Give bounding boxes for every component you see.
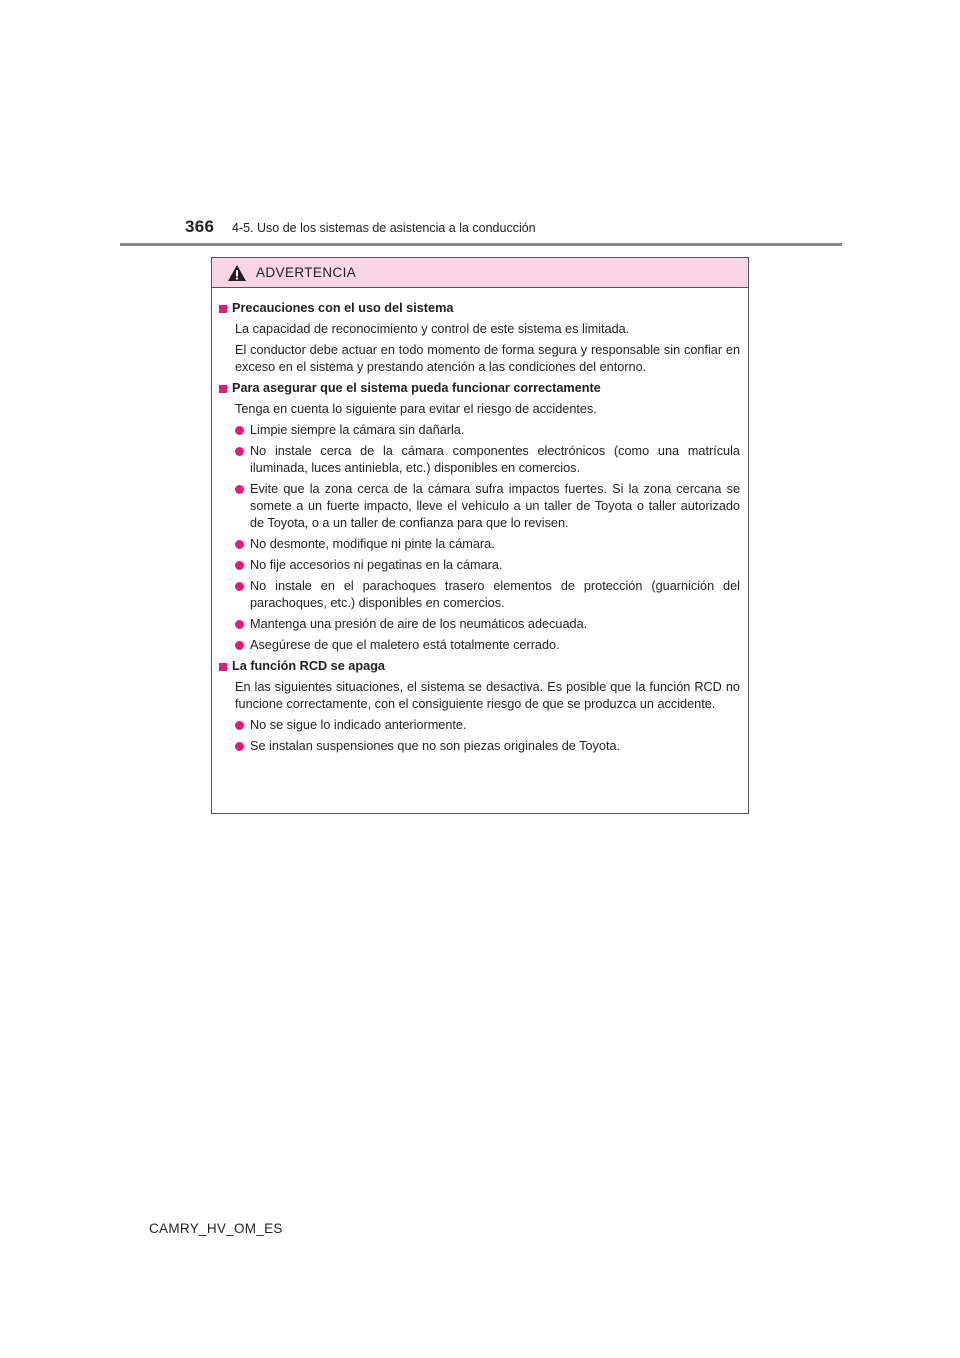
circle-bullet-icon (235, 540, 244, 549)
warning-title: ADVERTENCIA (256, 265, 357, 280)
circle-bullet-icon (235, 561, 244, 570)
paragraph: La capacidad de reconocimiento y control de este sistema es limitada. (235, 322, 630, 336)
list-item (219, 616, 740, 633)
topic-heading (219, 658, 740, 675)
list-item (219, 717, 740, 734)
list-item-text: No se sigue lo indicado anteriormente. (250, 718, 467, 732)
list-item-text: Mantenga una presión de aire de los neumáticos adecuada. (250, 617, 588, 631)
section-title: 4-5. Uso de los sistemas de asistencia a la conducción (232, 221, 536, 235)
list-item-text: No fije accesorios ni pegatinas en la cámara. (250, 558, 503, 572)
circle-bullet-icon (235, 742, 244, 751)
list-item (219, 422, 740, 439)
circle-bullet-icon (235, 447, 244, 456)
square-bullet-icon (219, 305, 227, 313)
circle-bullet-icon (235, 721, 244, 730)
warning-body (212, 288, 748, 755)
list-item (219, 557, 740, 574)
paragraph: El conductor debe actuar en todo momento de forma segura y responsable sin confiar en exceso en el sistema y prestando atención a las condiciones del entorno. (235, 343, 740, 374)
list-item-text: Se instalan suspensiones que no son piezas originales de Toyota. (250, 739, 621, 753)
list-item (219, 443, 740, 477)
warning-triangle-icon (227, 264, 247, 282)
square-bullet-icon (219, 385, 227, 393)
topic-heading-text: Precauciones con el uso del sistema (232, 301, 454, 315)
topic-heading-text: Para asegurar que el sistema pueda funcionar correctamente (232, 381, 601, 395)
warning-header (212, 258, 748, 288)
topic-heading-text: La función RCD se apaga (232, 659, 385, 673)
topic-heading (219, 380, 740, 397)
list-item (219, 536, 740, 553)
list-item (219, 637, 740, 654)
list-item-text: No desmonte, modifique ni pinte la cámara. (250, 537, 495, 551)
list-item-text: No instale cerca de la cámara componentes electrónicos (como una matrícula iluminada, luces antiniebla, etc.) disponibles en comercios. (250, 444, 740, 475)
list-item-text: Limpie siempre la cámara sin dañarla. (250, 423, 465, 437)
list-item (219, 481, 740, 532)
paragraph: En las siguientes situaciones, el sistema se desactiva. Es posible que la función RCD no funcione correctamente, con el consiguiente riesgo de que se produzca un accidente. (235, 680, 740, 711)
list-item-text: No instale en el parachoques trasero elementos de protección (guarnición del parachoques, etc.) disponibles en comercios. (250, 579, 740, 610)
page-number: 366 (185, 217, 215, 236)
list-item-text: Evite que la zona cerca de la cámara sufra impactos fuertes. Si la zona cercana se somete a un fuerte impacto, lleve el vehículo a un taller de Toyota o taller autorizado de Toyota, o a un taller de confianza para que lo revisen. (250, 482, 740, 530)
square-bullet-icon (219, 663, 227, 671)
list-item (219, 738, 740, 755)
circle-bullet-icon (235, 582, 244, 591)
circle-bullet-icon (235, 485, 244, 494)
circle-bullet-icon (235, 620, 244, 629)
list-item (219, 578, 740, 612)
footer-code: CAMRY_HV_OM_ES (149, 1221, 283, 1236)
header-rule (120, 243, 842, 246)
paragraph: Tenga en cuenta lo siguiente para evitar el riesgo de accidentes. (235, 402, 597, 416)
list-item-text: Asegúrese de que el maletero está totalmente cerrado. (250, 638, 560, 652)
circle-bullet-icon (235, 426, 244, 435)
topic-heading (219, 300, 740, 317)
warning-box (211, 257, 749, 814)
circle-bullet-icon (235, 641, 244, 650)
